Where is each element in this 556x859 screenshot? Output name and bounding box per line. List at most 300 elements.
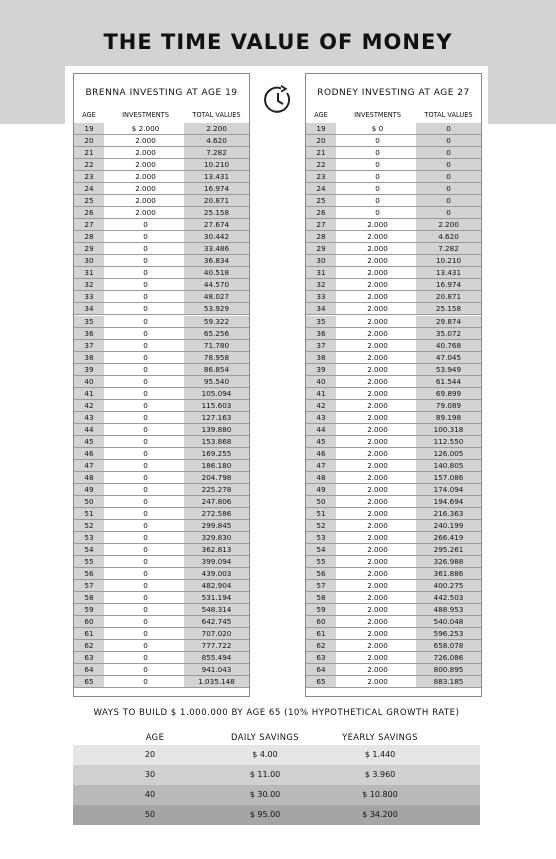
table-row [306, 183, 481, 195]
table-row [306, 484, 481, 496]
total-value-cell: 0 [416, 183, 481, 195]
total-value-cell: 65.256 [184, 328, 249, 340]
ways-yearly-cell: $ 1.440 [364, 750, 396, 759]
investment-cell: 2.000 [338, 556, 417, 568]
age-cell: 56 [306, 568, 336, 580]
age-cell: 20 [74, 135, 104, 147]
age-cell: 52 [74, 520, 104, 532]
investment-cell: 2.000 [338, 484, 417, 496]
table-row [306, 532, 481, 544]
age-cell: 51 [306, 508, 336, 520]
age-cell: 23 [306, 171, 336, 183]
total-value-cell: 36.834 [184, 255, 249, 267]
age-cell: 29 [306, 243, 336, 255]
investment-cell: 0 [338, 171, 417, 183]
total-value-cell: 40.518 [184, 267, 249, 279]
age-cell: 55 [306, 556, 336, 568]
table-row [306, 580, 481, 592]
investment-cell: 2.000 [338, 604, 417, 616]
investment-cell: 2.000 [338, 400, 417, 412]
age-cell: 54 [306, 544, 336, 556]
age-cell: 43 [306, 412, 336, 424]
age-cell: 30 [74, 255, 104, 267]
rodney-heading: RODNEY INVESTING AT AGE 27 [317, 88, 470, 98]
table-row [306, 340, 481, 352]
age-cell: 62 [306, 640, 336, 652]
investment-cell: 2.000 [106, 207, 185, 219]
investment-cell: 0 [106, 664, 185, 676]
table-row [306, 424, 481, 436]
total-value-cell: 442.503 [416, 592, 481, 604]
total-value-cell: 0 [416, 207, 481, 219]
age-cell: 41 [306, 388, 336, 400]
investment-cell: 0 [106, 448, 185, 460]
total-value-cell: 240.199 [416, 520, 481, 532]
investment-cell: 0 [106, 616, 185, 628]
investment-cell: 0 [338, 147, 417, 159]
table-row [306, 219, 481, 231]
total-value-cell: 540.048 [416, 616, 481, 628]
age-cell: 40 [74, 376, 104, 388]
investment-cell: $ 2.000 [106, 123, 185, 135]
table-row [74, 424, 249, 436]
investment-cell: 0 [106, 508, 185, 520]
total-value-cell: 27.674 [184, 219, 249, 231]
age-cell: 48 [74, 472, 104, 484]
age-cell: 39 [74, 364, 104, 376]
age-cell: 43 [74, 412, 104, 424]
age-cell: 27 [74, 219, 104, 231]
ways-title: WAYS TO BUILD $ 1.000.000 BY AGE 65 (10% HYPOTHETICAL GROWTH RATE) [93, 708, 460, 718]
age-header: AGE [314, 111, 328, 119]
total-value-cell: 225.278 [184, 484, 249, 496]
total-value-cell: 47.045 [416, 352, 481, 364]
investments-header: INVESTMENTS [354, 111, 401, 119]
age-cell: 65 [306, 676, 336, 688]
table-row [74, 544, 249, 556]
investment-cell: 0 [106, 219, 185, 231]
age-cell: 24 [306, 183, 336, 195]
age-cell: 47 [74, 460, 104, 472]
table-row [306, 316, 481, 328]
table-row [306, 195, 481, 207]
investment-cell: 2.000 [338, 628, 417, 640]
age-cell: 53 [306, 532, 336, 544]
table-row [306, 448, 481, 460]
table-row [306, 520, 481, 532]
total-value-cell: 30.442 [184, 231, 249, 243]
age-cell: 64 [306, 664, 336, 676]
investment-cell: 2.000 [338, 652, 417, 664]
investment-cell: 2.000 [338, 243, 417, 255]
age-cell: 49 [74, 484, 104, 496]
table-row [74, 279, 249, 291]
table-row [306, 207, 481, 219]
total-value-cell: 7.282 [416, 243, 481, 255]
investment-cell: 0 [106, 424, 185, 436]
age-cell: 36 [74, 328, 104, 340]
age-cell: 37 [74, 340, 104, 352]
table-row [74, 592, 249, 604]
total-value-cell: 112.550 [416, 436, 481, 448]
investment-cell: 2.000 [338, 291, 417, 303]
investment-cell: 2.000 [338, 303, 417, 315]
investment-cell: 0 [106, 279, 185, 291]
table-row [306, 676, 481, 688]
total-value-cell: 100.318 [416, 424, 481, 436]
age-cell: 34 [306, 303, 336, 315]
total-value-cell: 439.003 [184, 568, 249, 580]
total-value-cell: 25.158 [416, 303, 481, 315]
investment-cell: 0 [338, 135, 417, 147]
total-value-cell: 86.854 [184, 364, 249, 376]
table-row [74, 171, 249, 183]
investment-cell: 2.000 [106, 135, 185, 147]
investment-cell: 0 [106, 568, 185, 580]
investment-cell: 0 [106, 592, 185, 604]
total-value-cell: 29.874 [416, 316, 481, 328]
total-value-cell: 295.261 [416, 544, 481, 556]
investment-cell: 2.000 [338, 388, 417, 400]
total-value-cell: 194.694 [416, 496, 481, 508]
total-value-cell: 548.314 [184, 604, 249, 616]
investment-cell: 0 [106, 255, 185, 267]
age-cell: 20 [306, 135, 336, 147]
investment-cell: 2.000 [338, 544, 417, 556]
investment-cell: 0 [106, 544, 185, 556]
investment-cell: 2.000 [106, 171, 185, 183]
table-row [74, 484, 249, 496]
table-row [306, 496, 481, 508]
age-cell: 44 [306, 424, 336, 436]
total-value-cell: 596.253 [416, 628, 481, 640]
table-row [306, 159, 481, 171]
total-value-cell: 362.813 [184, 544, 249, 556]
age-cell: 59 [74, 604, 104, 616]
investment-cell: 0 [106, 460, 185, 472]
table-row [74, 508, 249, 520]
table-row [306, 628, 481, 640]
age-cell: 57 [74, 580, 104, 592]
investment-cell: 0 [338, 159, 417, 171]
age-cell: 56 [74, 568, 104, 580]
table-row [306, 243, 481, 255]
total-value-cell: 0 [416, 159, 481, 171]
table-row [74, 183, 249, 195]
investment-cell: 2.000 [106, 159, 185, 171]
row-divider [306, 687, 481, 688]
table-row [306, 388, 481, 400]
ways-row [73, 765, 480, 785]
investment-cell: 2.000 [338, 472, 417, 484]
rodney-column-headers [306, 111, 481, 121]
table-row [74, 604, 249, 616]
total-value-cell: 89.198 [416, 412, 481, 424]
ways-age-header: AGE [145, 732, 165, 742]
investment-cell: 0 [106, 376, 185, 388]
investment-cell: 2.000 [338, 496, 417, 508]
brenna-column-headers [74, 111, 249, 121]
age-cell: 60 [74, 616, 104, 628]
total-value-cell: 25.158 [184, 207, 249, 219]
total-value-cell: 95.540 [184, 376, 249, 388]
age-cell: 61 [306, 628, 336, 640]
age-cell: 30 [306, 255, 336, 267]
ways-daily-cell: $ 4.00 [252, 750, 278, 759]
total-value-cell: 329.830 [184, 532, 249, 544]
table-row [306, 664, 481, 676]
table-row [306, 400, 481, 412]
investment-cell: 0 [106, 436, 185, 448]
table-row [306, 328, 481, 340]
total-value-cell: 399.094 [184, 556, 249, 568]
total-value-cell: 216.363 [416, 508, 481, 520]
clock-arrow-icon [262, 84, 294, 116]
investment-cell: 2.000 [338, 592, 417, 604]
investment-cell: 2.000 [338, 279, 417, 291]
age-cell: 35 [306, 316, 336, 328]
table-row [306, 267, 481, 279]
table-row [74, 664, 249, 676]
investment-cell: 2.000 [338, 436, 417, 448]
investment-cell: 2.000 [338, 255, 417, 267]
total-value-cell: 13.431 [416, 267, 481, 279]
investments-header: INVESTMENTS [122, 111, 169, 119]
table-row [74, 340, 249, 352]
table-row [74, 652, 249, 664]
total-value-cell: 78.958 [184, 352, 249, 364]
age-cell: 33 [74, 291, 104, 303]
table-row [74, 243, 249, 255]
investment-cell: 0 [106, 676, 185, 688]
investment-cell: 2.000 [338, 376, 417, 388]
brenna-rows [74, 123, 249, 688]
age-cell: 22 [306, 159, 336, 171]
investment-cell: 2.000 [338, 412, 417, 424]
ways-daily-cell: $ 11.00 [249, 770, 281, 779]
total-value-cell: 800.895 [416, 664, 481, 676]
age-cell: 63 [74, 652, 104, 664]
age-cell: 46 [74, 448, 104, 460]
total-value-cell: 642.745 [184, 616, 249, 628]
total-value-cell: 140.805 [416, 460, 481, 472]
age-cell: 63 [306, 652, 336, 664]
ways-age-cell: 20 [144, 750, 156, 759]
total-value-cell: 61.544 [416, 376, 481, 388]
age-cell: 22 [74, 159, 104, 171]
total-value-cell: 361.886 [416, 568, 481, 580]
ways-daily-cell: $ 30.00 [249, 790, 281, 799]
age-cell: 28 [306, 231, 336, 243]
total-value-cell: 400.275 [416, 580, 481, 592]
table-row [74, 640, 249, 652]
investment-cell: 0 [106, 412, 185, 424]
table-row [306, 604, 481, 616]
ways-age-cell: 40 [144, 790, 156, 799]
total-value-cell: 0 [416, 123, 481, 135]
table-row [306, 556, 481, 568]
table-row [306, 568, 481, 580]
investment-cell: 2.000 [338, 231, 417, 243]
investment-cell: 2.000 [338, 340, 417, 352]
investment-cell: 0 [106, 303, 185, 315]
total-value-cell: 153.868 [184, 436, 249, 448]
investment-cell: 2.000 [338, 640, 417, 652]
ways-yearly-cell: $ 3.960 [364, 770, 396, 779]
table-row [74, 628, 249, 640]
investment-cell: 2.000 [338, 219, 417, 231]
total-values-header: TOTAL VALUES [424, 111, 473, 119]
table-row [306, 135, 481, 147]
total-value-cell: 272.586 [184, 508, 249, 520]
table-row [74, 412, 249, 424]
table-row [74, 532, 249, 544]
total-value-cell: 488.953 [416, 604, 481, 616]
investment-cell: 2.000 [338, 532, 417, 544]
table-row [74, 316, 249, 328]
total-values-header: TOTAL VALUES [192, 111, 241, 119]
table-row [74, 568, 249, 580]
total-value-cell: 174.094 [416, 484, 481, 496]
total-value-cell: 726.086 [416, 652, 481, 664]
table-row [306, 352, 481, 364]
ways-daily-cell: $ 95.00 [249, 810, 281, 819]
table-row [306, 616, 481, 628]
table-row [306, 255, 481, 267]
table-row [74, 303, 249, 315]
total-value-cell: 2.200 [416, 219, 481, 231]
investment-cell: 0 [106, 352, 185, 364]
total-value-cell: 4.620 [184, 135, 249, 147]
investment-cell: 0 [106, 328, 185, 340]
brenna-table [73, 73, 250, 697]
age-cell: 40 [306, 376, 336, 388]
table-row [74, 195, 249, 207]
table-row [306, 303, 481, 315]
age-cell: 36 [306, 328, 336, 340]
table-row [74, 496, 249, 508]
total-value-cell: 79.089 [416, 400, 481, 412]
investment-cell: 2.000 [338, 328, 417, 340]
investment-cell: 2.000 [106, 195, 185, 207]
rodney-table [305, 73, 482, 697]
investment-cell: 0 [106, 496, 185, 508]
row-divider [74, 687, 249, 688]
age-cell: 26 [306, 207, 336, 219]
age-cell: 51 [74, 508, 104, 520]
table-row [306, 436, 481, 448]
total-value-cell: 127.163 [184, 412, 249, 424]
total-value-cell: 35.072 [416, 328, 481, 340]
age-cell: 50 [74, 496, 104, 508]
ways-yearly-cell: $ 10.800 [362, 790, 398, 799]
total-value-cell: 16.974 [416, 279, 481, 291]
investment-cell: 2.000 [106, 147, 185, 159]
investment-cell: 2.000 [338, 460, 417, 472]
table-row [306, 640, 481, 652]
investment-cell: 0 [106, 580, 185, 592]
age-cell: 57 [306, 580, 336, 592]
age-cell: 21 [74, 147, 104, 159]
total-value-cell: 266.419 [416, 532, 481, 544]
total-value-cell: 0 [416, 195, 481, 207]
investment-cell: 2.000 [338, 424, 417, 436]
table-row [74, 472, 249, 484]
investment-cell: 2.000 [338, 568, 417, 580]
table-row [74, 556, 249, 568]
age-cell: 19 [74, 123, 104, 135]
investment-cell: 0 [338, 195, 417, 207]
age-cell: 35 [74, 316, 104, 328]
total-value-cell: 169.255 [184, 448, 249, 460]
total-value-cell: 4.620 [416, 231, 481, 243]
investment-cell: 0 [106, 640, 185, 652]
age-cell: 34 [74, 303, 104, 315]
age-cell: 42 [74, 400, 104, 412]
table-row [74, 676, 249, 688]
investment-cell: 2.000 [338, 448, 417, 460]
age-cell: 21 [306, 147, 336, 159]
age-cell: 50 [306, 496, 336, 508]
investment-cell: 0 [338, 207, 417, 219]
total-value-cell: 204.798 [184, 472, 249, 484]
age-cell: 48 [306, 472, 336, 484]
age-cell: 58 [74, 592, 104, 604]
investment-cell: 2.000 [338, 580, 417, 592]
table-row [74, 328, 249, 340]
age-cell: 45 [74, 436, 104, 448]
age-cell: 39 [306, 364, 336, 376]
investment-cell: 0 [106, 388, 185, 400]
age-cell: 61 [74, 628, 104, 640]
table-row [74, 159, 249, 171]
table-row [74, 291, 249, 303]
table-row [306, 231, 481, 243]
total-value-cell: 855.494 [184, 652, 249, 664]
age-cell: 62 [74, 640, 104, 652]
age-header: AGE [82, 111, 96, 119]
investment-cell: 0 [106, 316, 185, 328]
ways-age-cell: 30 [144, 770, 156, 779]
age-cell: 52 [306, 520, 336, 532]
table-row [306, 544, 481, 556]
investment-cell: 0 [106, 652, 185, 664]
age-cell: 28 [74, 231, 104, 243]
investment-cell: 0 [106, 604, 185, 616]
table-row [74, 460, 249, 472]
investment-cell: 0 [106, 532, 185, 544]
brenna-heading: BRENNA INVESTING AT AGE 19 [85, 88, 238, 98]
investment-cell: 2.000 [106, 183, 185, 195]
investment-cell: $ 0 [338, 123, 417, 135]
table-row [74, 448, 249, 460]
investment-cell: 2.000 [338, 664, 417, 676]
table-row [74, 436, 249, 448]
age-cell: 32 [74, 279, 104, 291]
age-cell: 23 [74, 171, 104, 183]
total-value-cell: 531.194 [184, 592, 249, 604]
total-value-cell: 941.043 [184, 664, 249, 676]
investment-cell: 0 [338, 183, 417, 195]
table-row [74, 388, 249, 400]
table-row [306, 147, 481, 159]
table-row [74, 207, 249, 219]
total-value-cell: 13.431 [184, 171, 249, 183]
total-value-cell: 658.078 [416, 640, 481, 652]
total-value-cell: 48.027 [184, 291, 249, 303]
age-cell: 65 [74, 676, 104, 688]
table-row [74, 123, 249, 135]
